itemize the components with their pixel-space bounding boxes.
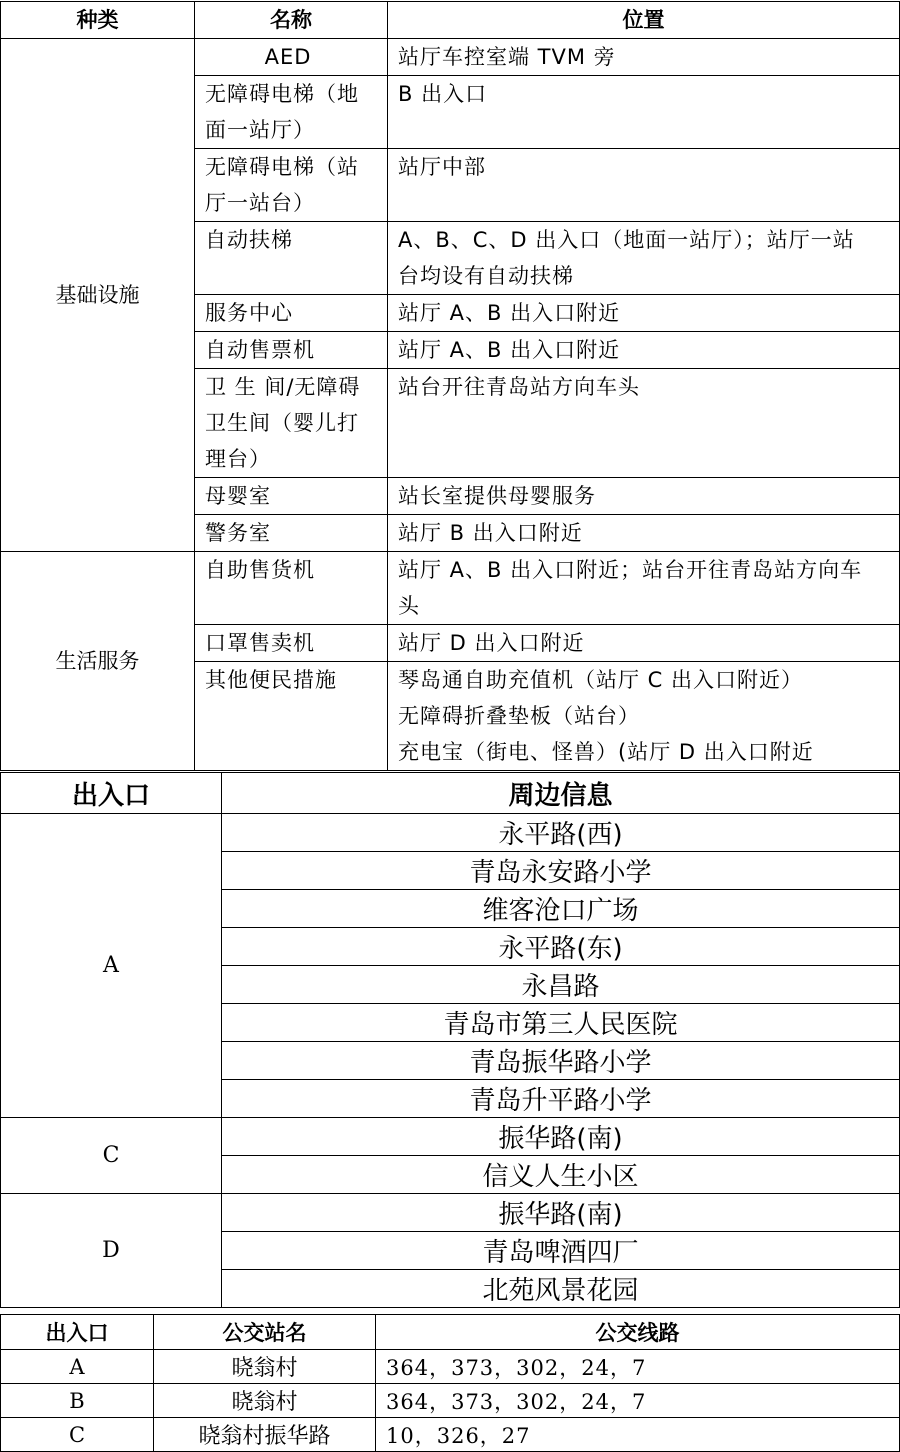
place-cell: 青岛振华路小学 xyxy=(222,1042,900,1080)
table-row xyxy=(1,814,900,852)
facility-name: 无障碍电梯（地 面一站厅） xyxy=(195,76,388,149)
facility-location: 站厅中部 xyxy=(388,149,900,222)
facilities-header-row xyxy=(1,2,900,39)
table-row xyxy=(1,1384,900,1418)
header-name: 名称 xyxy=(195,2,388,39)
table-row xyxy=(1,1118,900,1156)
bus-stop-cell: 晓翁村 xyxy=(154,1384,376,1418)
bus-routes-cell: 10，326，27 xyxy=(376,1418,900,1452)
facility-name: 其他便民措施 xyxy=(195,662,388,771)
place-cell: 青岛升平路小学 xyxy=(222,1080,900,1118)
facility-name: AED xyxy=(195,39,388,76)
table-row xyxy=(1,1194,900,1232)
place-cell: 青岛啤酒四厂 xyxy=(222,1232,900,1270)
facilities-table xyxy=(0,1,900,771)
facility-location: 站厅 A、B 出入口附近 xyxy=(388,332,900,369)
table-row xyxy=(1,552,900,625)
bus-header-row xyxy=(1,1315,900,1350)
facility-name: 自动售票机 xyxy=(195,332,388,369)
facility-name: 警务室 xyxy=(195,515,388,552)
surroundings-table xyxy=(0,772,900,1308)
header-bus-routes: 公交线路 xyxy=(376,1315,900,1350)
facility-location: 站厅 A、B 出入口附近 xyxy=(388,295,900,332)
bus-routes-cell: 364，373，302，24，7 xyxy=(376,1350,900,1384)
exit-cell: C xyxy=(1,1118,222,1194)
place-cell: 维客沧口广场 xyxy=(222,890,900,928)
facility-location: 站厅 D 出入口附近 xyxy=(388,625,900,662)
facility-location: A、B、C、D 出入口（地面一站厅）；站厅一站 台均设有自动扶梯 xyxy=(388,222,900,295)
bus-table xyxy=(0,1314,900,1452)
header-exit: 出入口 xyxy=(1,1315,154,1350)
facility-name: 服务中心 xyxy=(195,295,388,332)
header-exit: 出入口 xyxy=(1,773,222,814)
facility-location: 站厅 B 出入口附近 xyxy=(388,515,900,552)
header-surroundings: 周边信息 xyxy=(222,773,900,814)
exit-cell: A xyxy=(1,1350,154,1384)
facility-location: 站台开往青岛站方向车头 xyxy=(388,369,900,478)
place-cell: 青岛市第三人民医院 xyxy=(222,1004,900,1042)
table-row xyxy=(1,1418,900,1452)
header-bus-stop: 公交站名 xyxy=(154,1315,376,1350)
table-row xyxy=(1,39,900,76)
category-cell: 基础设施 xyxy=(1,39,195,552)
place-cell: 永平路(东) xyxy=(222,928,900,966)
facility-location: B 出入口 xyxy=(388,76,900,149)
facility-location: 站厅车控室端 TVM 旁 xyxy=(388,39,900,76)
facility-name: 自动扶梯 xyxy=(195,222,388,295)
facility-name: 卫 生 间/无障碍 卫生间（婴儿打 理台） xyxy=(195,369,388,478)
facility-location: 琴岛通自助充值机（站厅 C 出入口附近） 无障碍折叠垫板（站台） 充电宝（街电、怪兽）(站厅 D 出入口附近 xyxy=(388,662,900,771)
place-cell: 北苑风景花园 xyxy=(222,1270,900,1308)
bus-stop-cell: 晓翁村振华路 xyxy=(154,1418,376,1452)
facility-name: 自助售货机 xyxy=(195,552,388,625)
place-cell: 青岛永安路小学 xyxy=(222,852,900,890)
place-cell: 信义人生小区 xyxy=(222,1156,900,1194)
surroundings-header-row xyxy=(1,773,900,814)
exit-cell: B xyxy=(1,1384,154,1418)
exit-cell: A xyxy=(1,814,222,1118)
category-cell: 生活服务 xyxy=(1,552,195,771)
table-row xyxy=(1,1350,900,1384)
bus-routes-cell: 364，373，302，24，7 xyxy=(376,1384,900,1418)
facility-name: 无障碍电梯（站 厅一站台） xyxy=(195,149,388,222)
facility-name: 母婴室 xyxy=(195,478,388,515)
exit-cell: D xyxy=(1,1194,222,1308)
exit-cell: C xyxy=(1,1418,154,1452)
facility-location: 站长室提供母婴服务 xyxy=(388,478,900,515)
bus-stop-cell: 晓翁村 xyxy=(154,1350,376,1384)
facility-name: 口罩售卖机 xyxy=(195,625,388,662)
place-cell: 振华路(南) xyxy=(222,1194,900,1232)
header-category: 种类 xyxy=(1,2,195,39)
place-cell: 永昌路 xyxy=(222,966,900,1004)
place-cell: 振华路(南) xyxy=(222,1118,900,1156)
place-cell: 永平路(西) xyxy=(222,814,900,852)
header-location: 位置 xyxy=(388,2,900,39)
facility-location: 站厅 A、B 出入口附近；站台开往青岛站方向车 头 xyxy=(388,552,900,625)
